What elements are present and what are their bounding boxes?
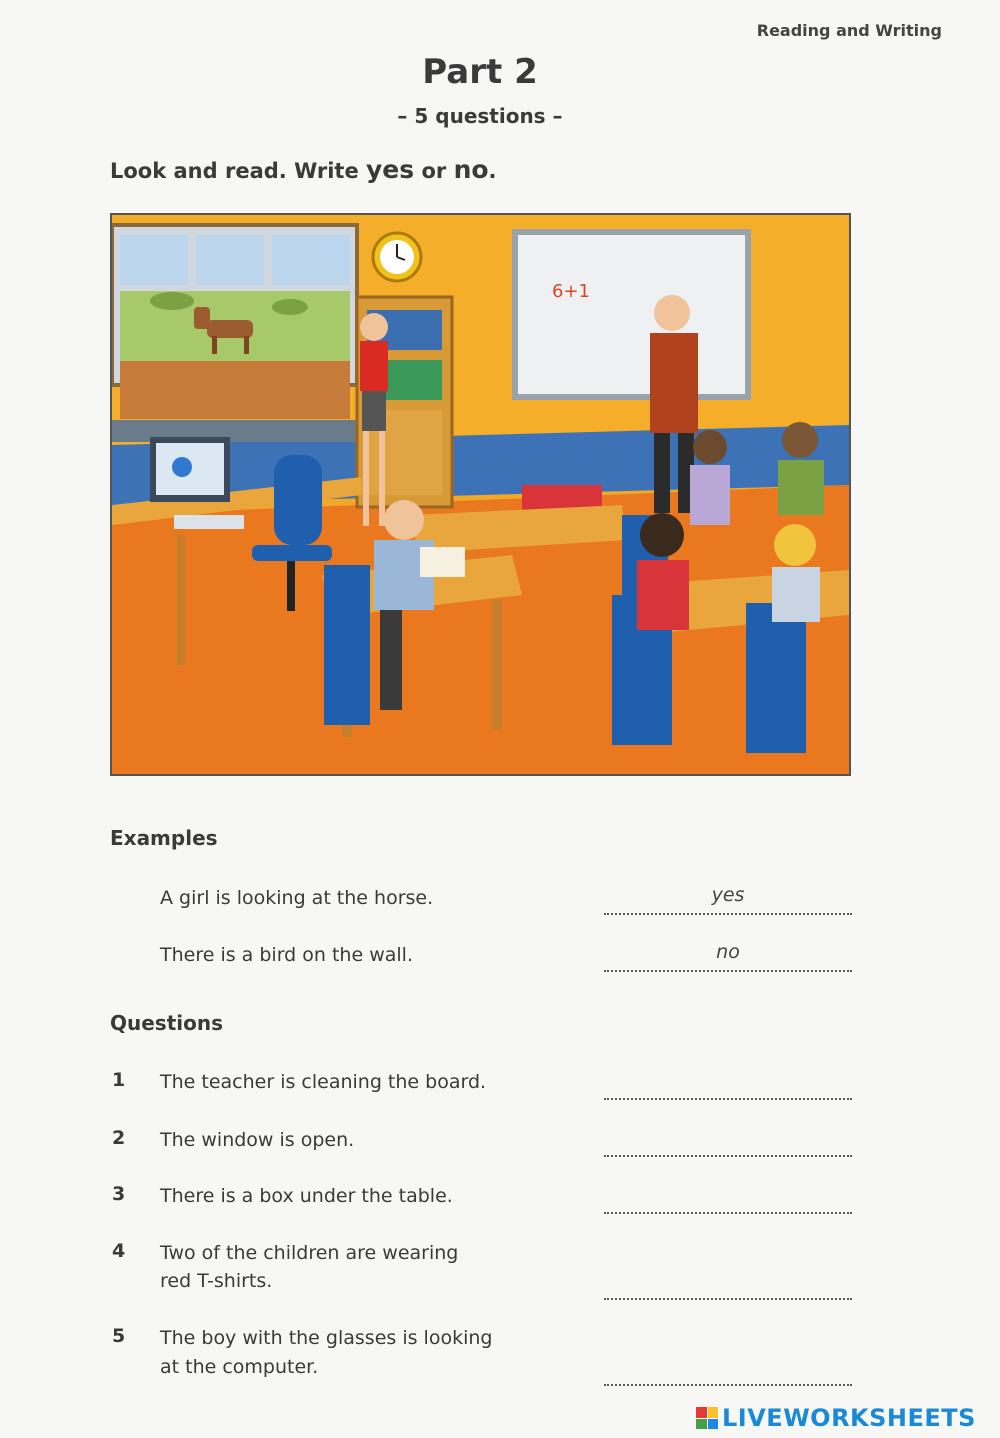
liveworksheets-logo-icon [696, 1407, 718, 1429]
answer-input-3[interactable] [604, 1188, 852, 1214]
example-answer: no [716, 941, 740, 963]
question-text: Two of the children are wearing [160, 1242, 459, 1264]
liveworksheets-watermark[interactable] [696, 1404, 976, 1432]
question-text: There is a box under the table. [160, 1185, 453, 1207]
instructions-middle: or [414, 159, 454, 183]
question-number: 5 [112, 1325, 126, 1347]
question-number: 3 [112, 1183, 126, 1205]
board-text: 6+1 [552, 281, 590, 302]
open-book [420, 547, 465, 577]
keyboard [174, 515, 244, 529]
answer-input-4[interactable] [604, 1274, 852, 1300]
instructions-yes: yes [366, 155, 415, 184]
blue-chair [746, 603, 806, 753]
question-text-line2: red T-shirts. [160, 1270, 273, 1292]
clock-icon [373, 233, 421, 281]
question-number: 1 [112, 1069, 126, 1091]
section-header: Reading and Writing [756, 21, 942, 40]
question-text-line2: at the computer. [160, 1356, 319, 1378]
blue-chair [324, 565, 370, 725]
answer-input-1[interactable] [604, 1074, 852, 1100]
instructions-no: no [453, 155, 489, 184]
questions-title: Questions [110, 1011, 224, 1035]
instructions-prefix: Look and read. Write [110, 159, 367, 183]
question-text: The boy with the glasses is looking [160, 1327, 493, 1349]
example-answer: yes [711, 884, 745, 906]
part-title: Part 2 [422, 52, 538, 92]
answer-input-5[interactable] [604, 1360, 852, 1386]
question-number: 4 [112, 1240, 126, 1262]
instructions [110, 155, 497, 184]
classroom-scene [112, 215, 849, 774]
classroom-illustration [110, 213, 851, 776]
bird-icon [172, 457, 192, 477]
instructions-suffix: . [488, 159, 497, 183]
question-text: The window is open. [160, 1129, 355, 1151]
part-subtitle: – 5 questions – [397, 104, 563, 128]
watermark-text: LIVEWORKSHEETS [722, 1404, 976, 1432]
examples-title: Examples [110, 826, 218, 850]
example-text: A girl is looking at the horse. [160, 887, 434, 909]
answer-input-2[interactable] [604, 1131, 852, 1157]
question-text: The teacher is cleaning the board. [160, 1071, 487, 1093]
whiteboard [515, 232, 748, 397]
question-number: 2 [112, 1127, 126, 1149]
example-text: There is a bird on the wall. [160, 944, 413, 966]
